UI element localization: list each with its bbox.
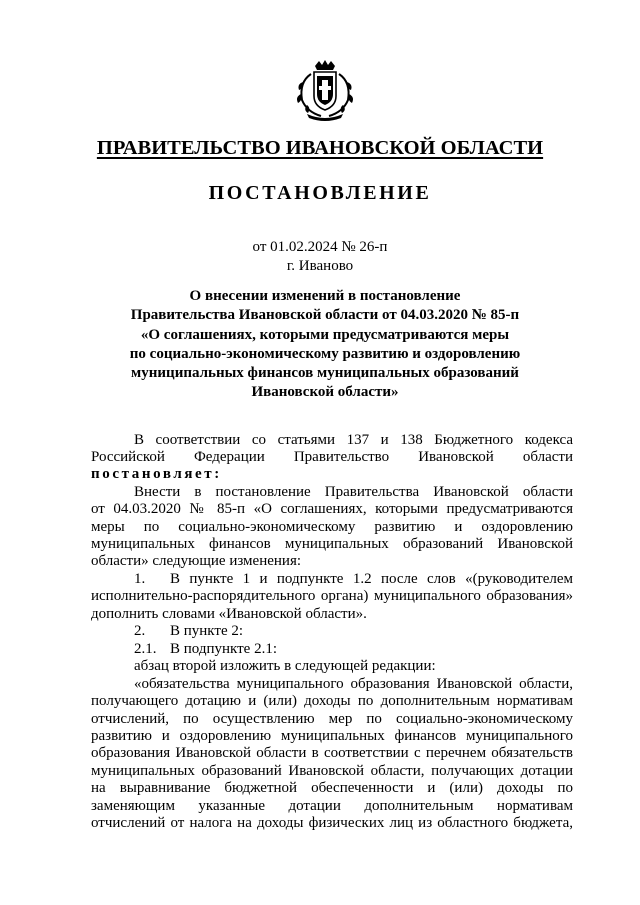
body-line: муниципальных образований Ивановской области, получающих дотации xyxy=(91,763,573,779)
coat-of-arms-emblem xyxy=(293,60,357,122)
subject-line: по социально-экономическому развитию и оздоровлению xyxy=(129,345,521,362)
body-line: дополнить словами «Ивановской области». xyxy=(91,606,367,622)
body-line: муниципальных финансов муниципальных образований Ивановской xyxy=(91,536,573,552)
government-title: ПРАВИТЕЛЬСТВО ИВАНОВСКОЙ ОБЛАСТИ xyxy=(96,137,544,159)
body-line: В пункте 1 и подпункте 1.2 после слов «(руководителем xyxy=(170,571,573,587)
subject-line: Ивановской области» xyxy=(251,384,399,401)
body-line: Внести в постановление Правительства Ивановской области xyxy=(134,484,573,500)
body-line: В пункте 2: xyxy=(170,623,244,639)
body-line: отчислений, по осуществлению мер по социально-экономическому xyxy=(91,711,573,727)
subject-line: «О соглашениях, которыми предусматриваются меры xyxy=(140,326,510,343)
document-type-title: ПОСТАНОВЛЕНИЕ xyxy=(208,182,432,204)
body-line: «обязательства муниципального образования Ивановской области, xyxy=(134,676,573,692)
body-line: меры по социально-экономическому развитию и оздоровлению xyxy=(91,519,573,535)
subject-line: Правительства Ивановской области от 04.03.2020 № 85-п xyxy=(130,307,520,324)
body-line: отчислений от налога на доходы физических лиц из областного бюджета, xyxy=(91,815,573,831)
decree-keyword: постановляет: xyxy=(91,466,222,482)
body-line: на выравнивание бюджетной обеспеченности и (или) доходы по xyxy=(91,780,573,796)
body-line: развитию и оздоровлению муниципальных финансов муниципального xyxy=(91,728,573,744)
body-line: от 04.03.2020 № 85-п «О соглашениях, которыми предусматриваются xyxy=(91,501,573,517)
body-line: В подпункте 2.1: xyxy=(170,641,278,657)
subject-line: О внесении изменений в постановление xyxy=(189,288,461,304)
body-line: образования Ивановской области в соответствии с перечнем обязательств xyxy=(91,745,573,761)
document-date-number: от 01.02.2024 № 26-п xyxy=(252,239,388,255)
body-line: области» следующие изменения: xyxy=(91,553,302,569)
body-line: Российской Федерации Правительство Ивановской области xyxy=(91,449,573,465)
body-line: абзац второй изложить в следующей редакции: xyxy=(134,658,436,674)
subject-line: муниципальных финансов муниципальных образований xyxy=(131,365,519,382)
item-number: 2. xyxy=(134,623,146,639)
item-number: 2.1. xyxy=(134,641,157,657)
body-line: заменяющим указанные дотации дополнительным нормативам xyxy=(91,798,573,814)
item-number: 1. xyxy=(134,571,146,587)
document-city: г. Иваново xyxy=(286,258,354,274)
document-subject xyxy=(120,287,530,403)
body-line: исполнительно-распорядительного органа) муниципального образования» xyxy=(91,588,573,604)
body-line: В соответствии со статьями 137 и 138 Бюджетного кодекса xyxy=(134,432,573,448)
body-line: получающего дотацию и (или) доходы по дополнительным нормативам xyxy=(91,693,573,709)
